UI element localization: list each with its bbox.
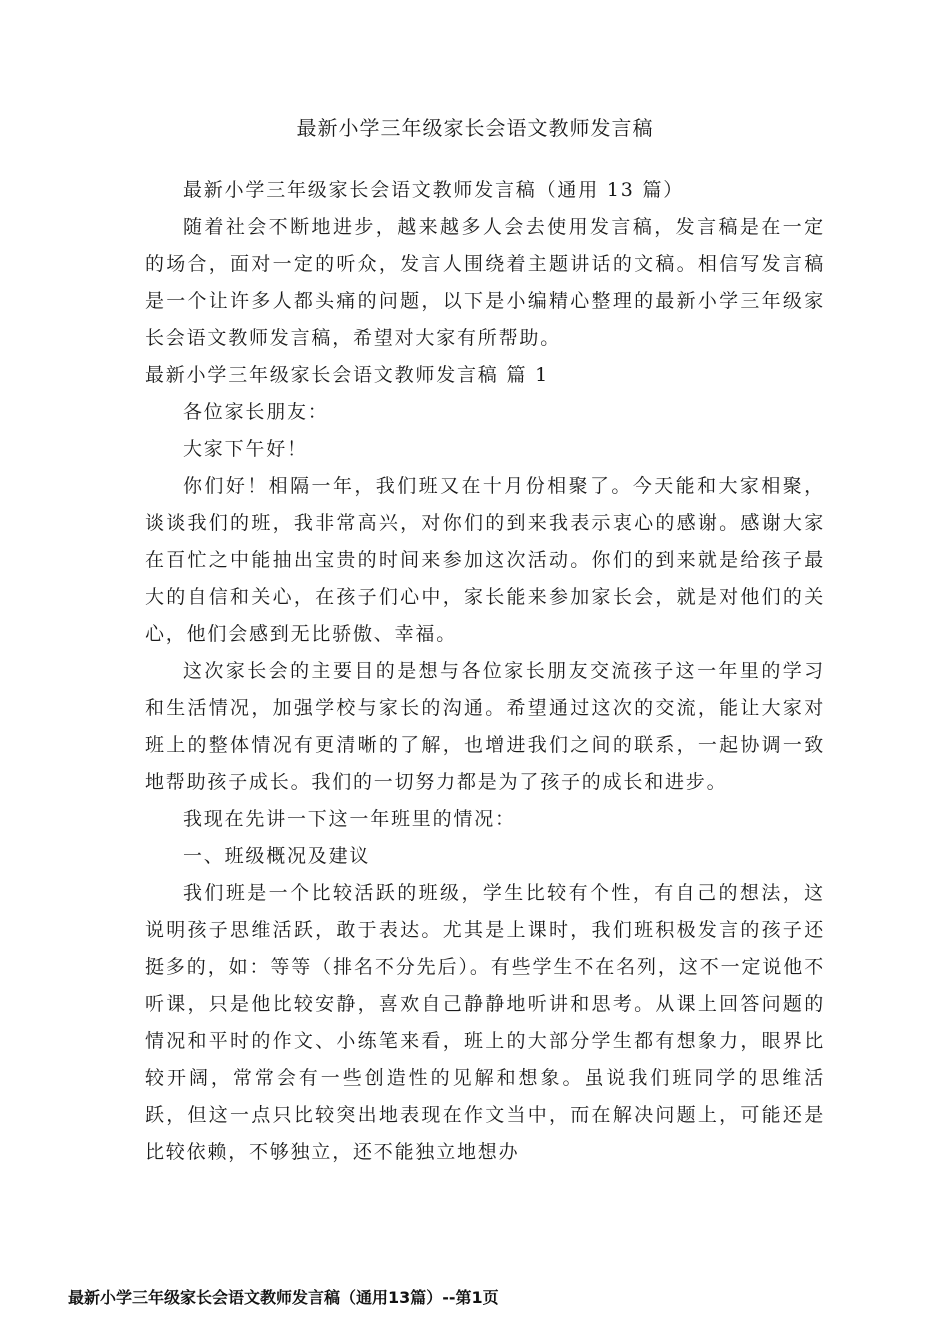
document-title: 最新小学三年级家长会语文教师发言稿 [296, 116, 654, 140]
paragraph: 大家下午好！ [183, 438, 308, 460]
paragraph: 我们班是一个比较活跃的班级，学生比较有个性，有自己的想法，这说明孩子思维活跃，敢于表达。尤其是上课时，我们班积极发言的孩子还挺多的，如：等等（排名不分先后）。有些学生不在名列，这不一定说他不听课，只是他比较安静，喜欢自己静静地听讲和思考。从课上回答问题的情况和平时的作文、小练笔来看，班上的大部分学生都有想象力，眼界比较开阔，常常会有一些创造性的见解和想象。虽说我们班同学的思维活跃，但这一点只比较突出地表现在作文当中，而在解决问题上，可能还是比较依赖，不够独立，还不能独立地想办 [145, 882, 825, 1163]
paragraph: 我现在先讲一下这一年班里的情况： [183, 808, 516, 830]
paragraph: 这次家长会的主要目的是想与各位家长朋友交流孩子这一年里的学习和生活情况，加强学校与家长的沟通。希望通过这次的交流，能让大家对班上的整体情况有更清晰的了解，也增进我们之间的联系，一起协调一致地帮助孩子成长。我们的一切努力都是为了孩子的成长和进步。 [145, 660, 825, 793]
paragraph: 各位家长朋友： [183, 401, 329, 423]
page-footer: 最新小学三年级家长会语文教师发言稿（通用13篇）--第1页 [68, 1288, 499, 1307]
paragraph: 你们好！相隔一年，我们班又在十月份相聚了。今天能和大家相聚，谈谈我们的班，我非常高兴，对你们的到来我表示衷心的感谢。感谢大家在百忙之中能抽出宝贵的时间来参加这次活动。你们的到来就是给孩子最大的自信和关心，在孩子们心中，家长能来参加家长会，就是对他们的关心，他们会感到无比骄傲、幸福。 [145, 475, 825, 645]
document-body [145, 172, 825, 1171]
paragraph: 随着社会不断地进步，越来越多人会去使用发言稿，发言稿是在一定的场合，面对一定的听众，发言人围绕着主题讲话的文稿。相信写发言稿是一个让许多人都头痛的问题，以下是小编精心整理的最新小学三年级家长会语文教师发言稿，希望对大家有所帮助。 [145, 216, 825, 349]
paragraph: 最新小学三年级家长会语文教师发言稿（通用 13 篇） [183, 179, 685, 201]
subsection-heading: 一、班级概况及建议 [183, 845, 371, 867]
section-heading: 最新小学三年级家长会语文教师发言稿 篇 1 [145, 364, 549, 386]
